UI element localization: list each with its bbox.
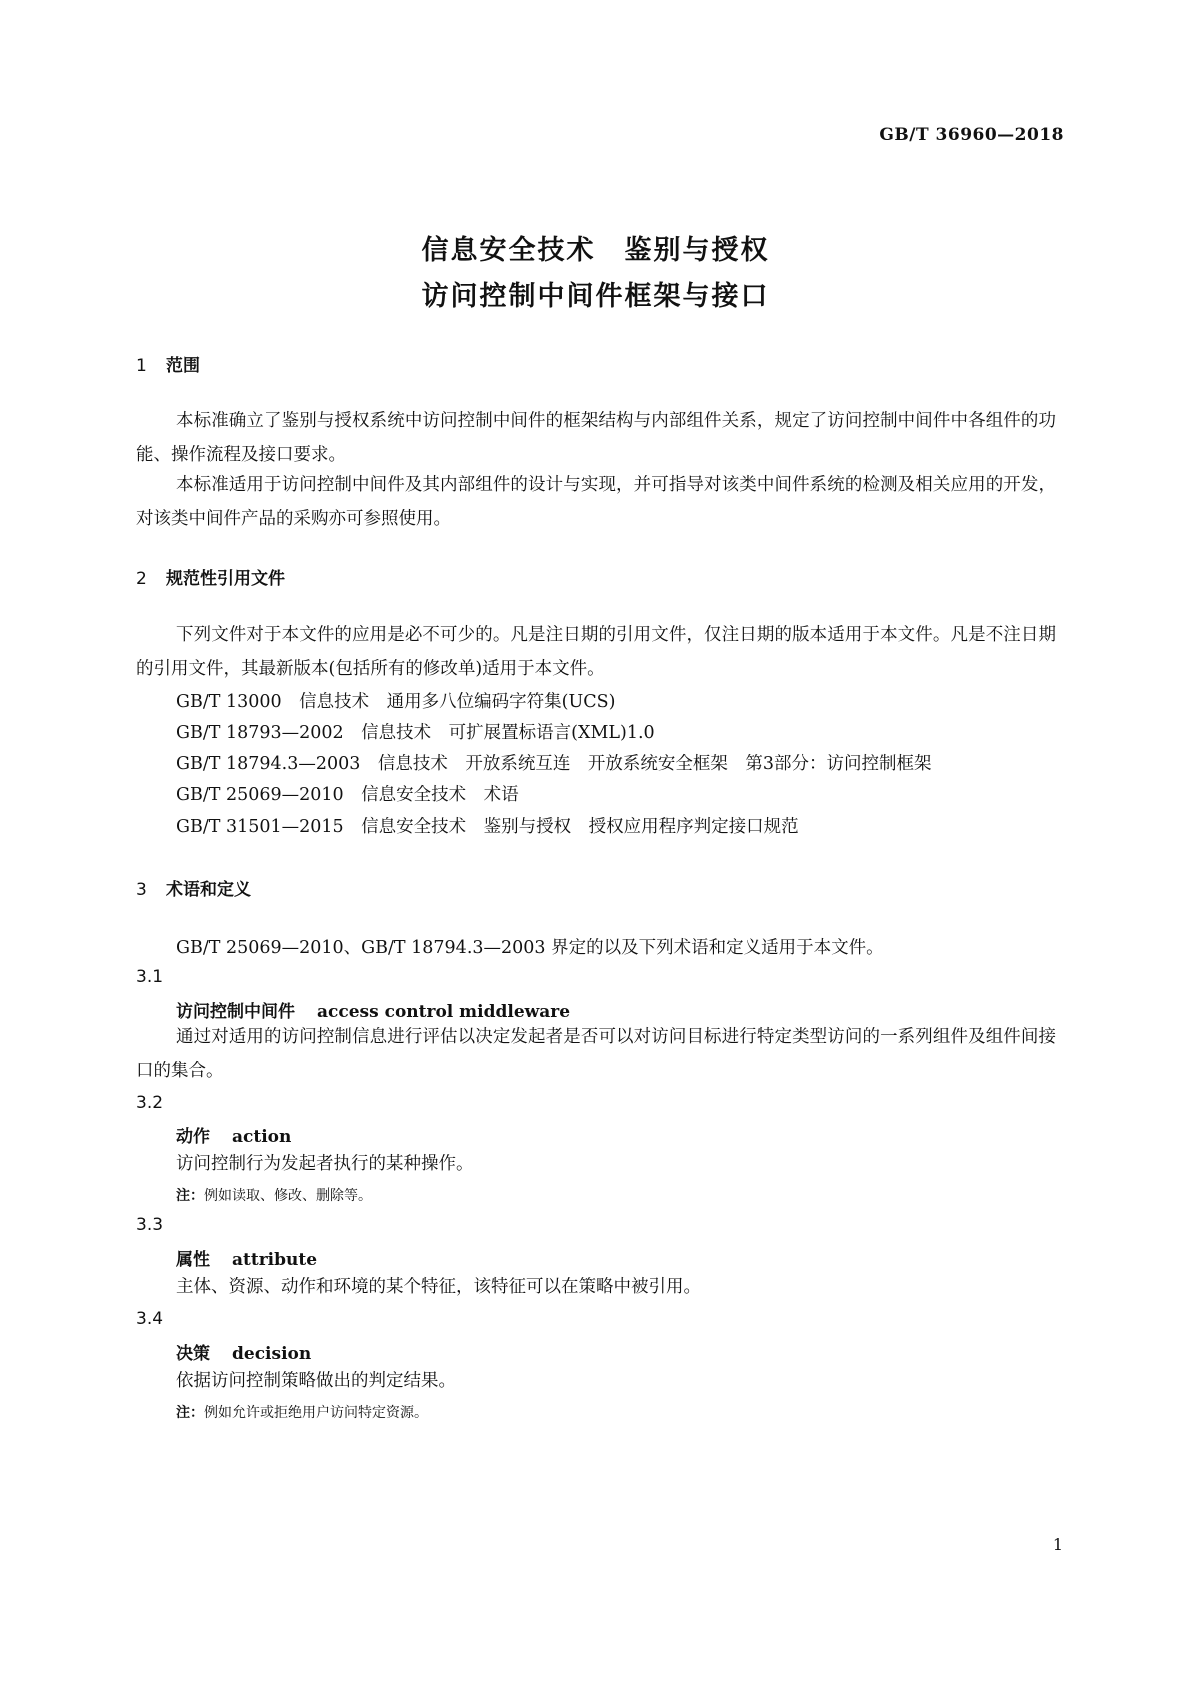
- note-label: 注：: [176, 1188, 204, 1204]
- section-3-heading: [136, 875, 251, 900]
- note-label: 注：: [176, 1405, 204, 1421]
- document-title-line2: 访问控制中间件框架与接口: [421, 281, 770, 312]
- section-2-title: 规范性引用文件: [166, 569, 285, 589]
- term-en: decision: [232, 1344, 312, 1364]
- term-heading: [176, 997, 570, 1022]
- reference-item: GB/T 25069—2010 信息安全技术 术语: [176, 785, 519, 805]
- term-heading: [176, 1339, 311, 1364]
- section-1-para-2: 本标准适用于访问控制中间件及其内部组件的设计与实现，并可指导对该类中间件系统的检测及相关应用的开发，对该类中间件产品的采购亦可参照使用。: [136, 475, 1056, 529]
- section-1-heading: [136, 351, 200, 376]
- term-en: attribute: [232, 1250, 318, 1270]
- term-note: [176, 1402, 428, 1422]
- term-zh: 决策: [176, 1344, 210, 1364]
- reference-item: GB/T 18794.3—2003 信息技术 开放系统互连 开放系统安全框架 第3部分：访问控制框架: [176, 754, 932, 774]
- document-title-line1: 信息安全技术 鉴别与授权: [421, 235, 770, 266]
- term-definition: 依据访问控制策略做出的判定结果。: [176, 1371, 456, 1391]
- section-2-heading: [136, 564, 285, 589]
- reference-item: GB/T 18793—2002 信息技术 可扩展置标语言(XML)1.0: [176, 723, 655, 743]
- term-note: [176, 1185, 372, 1205]
- term-number: 3.3: [136, 1215, 164, 1235]
- term-heading: [176, 1122, 291, 1147]
- term-zh: 动作: [176, 1127, 210, 1147]
- note-text: 例如允许或拒绝用户访问特定资源。: [204, 1405, 428, 1421]
- page-number: 1: [1052, 1535, 1063, 1554]
- term-en: access control middleware: [317, 1002, 571, 1022]
- term-number: 3.1: [136, 967, 164, 987]
- section-1-title: 范围: [166, 356, 200, 376]
- term-number: 3.2: [136, 1093, 164, 1113]
- note-text: 例如读取、修改、删除等。: [204, 1188, 372, 1204]
- reference-item: GB/T 13000 信息技术 通用多八位编码字符集(UCS): [176, 692, 616, 712]
- standard-code: GB/T 36960—2018: [879, 125, 1064, 145]
- section-2-number: 2: [136, 569, 147, 589]
- term-heading: [176, 1245, 317, 1270]
- section-1-number: 1: [136, 356, 147, 376]
- term-definition: 访问控制行为发起者执行的某种操作。: [176, 1154, 474, 1174]
- section-3-intro: GB/T 25069—2010、GB/T 18794.3—2003 界定的以及下列术语和定义适用于本文件。: [176, 938, 884, 958]
- term-en: action: [232, 1127, 292, 1147]
- section-1-para-1: 本标准确立了鉴别与授权系统中访问控制中间件的框架结构与内部组件关系，规定了访问控制中间件中各组件的功能、操作流程及接口要求。: [136, 411, 1056, 465]
- reference-item: GB/T 31501—2015 信息安全技术 鉴别与授权 授权应用程序判定接口规范: [176, 817, 799, 837]
- section-3-title: 术语和定义: [166, 880, 251, 900]
- term-number: 3.4: [136, 1309, 164, 1329]
- section-2-para-1: 下列文件对于本文件的应用是必不可少的。凡是注日期的引用文件，仅注日期的版本适用于本文件。凡是不注日期的引用文件，其最新版本(包括所有的修改单)适用于本文件。: [136, 625, 1056, 679]
- term-zh: 访问控制中间件: [176, 1002, 295, 1022]
- term-zh: 属性: [176, 1250, 210, 1270]
- term-definition: 通过对适用的访问控制信息进行评估以决定发起者是否可以对访问目标进行特定类型访问的一系列组件及组件间接口的集合。: [136, 1027, 1056, 1081]
- section-3-number: 3: [136, 880, 147, 900]
- term-definition: 主体、资源、动作和环境的某个特征，该特征可以在策略中被引用。: [176, 1277, 701, 1297]
